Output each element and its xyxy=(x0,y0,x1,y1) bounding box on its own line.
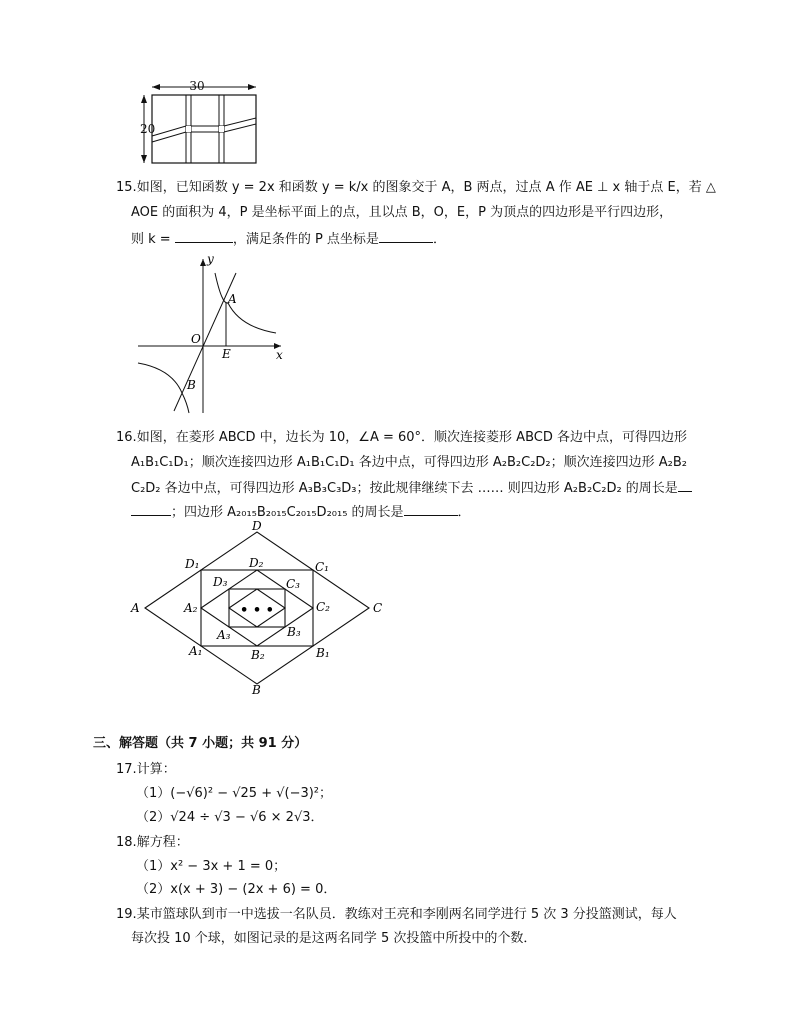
q16-number: 16. xyxy=(116,430,137,445)
q16-line4: ；四边形 A₂₀₁₅B₂₀₁₅C₂₀₁₅D₂₀₁₅ 的周长是 ． xyxy=(131,501,471,523)
q15-line2: AOE 的面积为 4，P 是坐标平面上的点，且以点 B，O，E，P 为顶点的四边形是平行四边形， xyxy=(131,205,673,220)
q19-line2: 每次投 10 个球，如图记录的是这两名同学 5 次投篮中所投中的个数． xyxy=(131,931,537,946)
x-axis-label: x xyxy=(276,348,283,362)
label-c: C xyxy=(373,601,383,615)
q17-part2: （2）√24 ÷ √3 − √6 × 2√3． xyxy=(136,810,324,825)
label-b1: B₁ xyxy=(316,646,330,660)
label-d3: D₃ xyxy=(213,575,228,589)
label-a1: A₁ xyxy=(189,644,203,658)
label-d: D xyxy=(252,519,262,533)
q18-part2: （2）x(x + 3) − (2x + 6) = 0． xyxy=(136,882,337,897)
label-b: B xyxy=(252,683,261,697)
label-c2: C₂ xyxy=(316,600,330,614)
continuation-dots: • • • xyxy=(240,603,274,618)
label-b3: B₃ xyxy=(287,625,301,639)
label-a3: A₃ xyxy=(217,628,231,642)
q16-line3: C₂D₂ 各边中点，可得四边形 A₃B₃C₃D₃；按此规律继续下去 …… 则四边形 A₂B₂C₂D₂ 的周长是 xyxy=(131,477,692,499)
q16-line2: A₁B₁C₁D₁；顺次连接四边形 A₁B₁C₁D₁ 各边中点，可得四边形 A₂B₂C₂D₂；顺次连接四边形 A₂B₂ xyxy=(131,455,687,470)
q17-title: 17.计算： xyxy=(116,762,176,777)
answer-blank xyxy=(175,228,233,243)
q19-line1: 19.某市篮球队到市一中选拔一名队员．教练对王亮和李刚两名同学进行 5 次 3 分投篮测试，每人 xyxy=(116,907,677,922)
road-width-label: 30 xyxy=(189,79,205,93)
label-a: A xyxy=(131,601,140,615)
point-a-label: A xyxy=(228,292,237,306)
q18-number: 18. xyxy=(116,835,137,850)
point-b-label: B xyxy=(187,378,196,392)
origin-label: O xyxy=(191,332,201,346)
label-c1: C₁ xyxy=(315,560,329,574)
y-axis-label: y xyxy=(207,253,214,266)
q15-number: 15. xyxy=(116,180,137,195)
answer-blank xyxy=(379,228,433,243)
answer-blank xyxy=(404,501,458,516)
label-a2: A₂ xyxy=(184,601,198,615)
rhombus-figure xyxy=(125,518,390,698)
function-graph xyxy=(136,253,291,418)
label-b2: B₂ xyxy=(251,648,265,662)
q18-title: 18.解方程： xyxy=(116,835,189,850)
q17-number: 17. xyxy=(116,762,137,777)
q19-number: 19. xyxy=(116,907,137,922)
answer-blank xyxy=(131,501,171,516)
road-figure xyxy=(135,76,270,166)
road-height-label: 20 xyxy=(140,122,156,136)
section-title: 三、解答题（共 7 小题；共 91 分） xyxy=(93,736,308,751)
answer-blank xyxy=(678,477,692,492)
q18-part1: （1）x² − 3x + 1 = 0； xyxy=(136,859,287,874)
q17-part1: （1）(−√6)² − √25 + √(−3)²； xyxy=(136,786,333,801)
label-d1: D₁ xyxy=(185,557,200,571)
q15-line1: 15.如图，已知函数 y = 2x 和函数 y = k/x 的图象交于 A，B 两点，过点 A 作 AE ⊥ x 轴于点 E，若 △ xyxy=(116,180,716,195)
label-d2: D₂ xyxy=(249,556,264,570)
q16-line1: 16.如图，在菱形 ABCD 中，边长为 10，∠A = 60°．顺次连接菱形 ABCD 各边中点，可得四边形 xyxy=(116,430,687,445)
q15-line3: 则 k = ，满足条件的 P 点坐标是 ． xyxy=(131,228,446,250)
point-e-label: E xyxy=(222,347,231,361)
label-c3: C₃ xyxy=(286,577,300,591)
